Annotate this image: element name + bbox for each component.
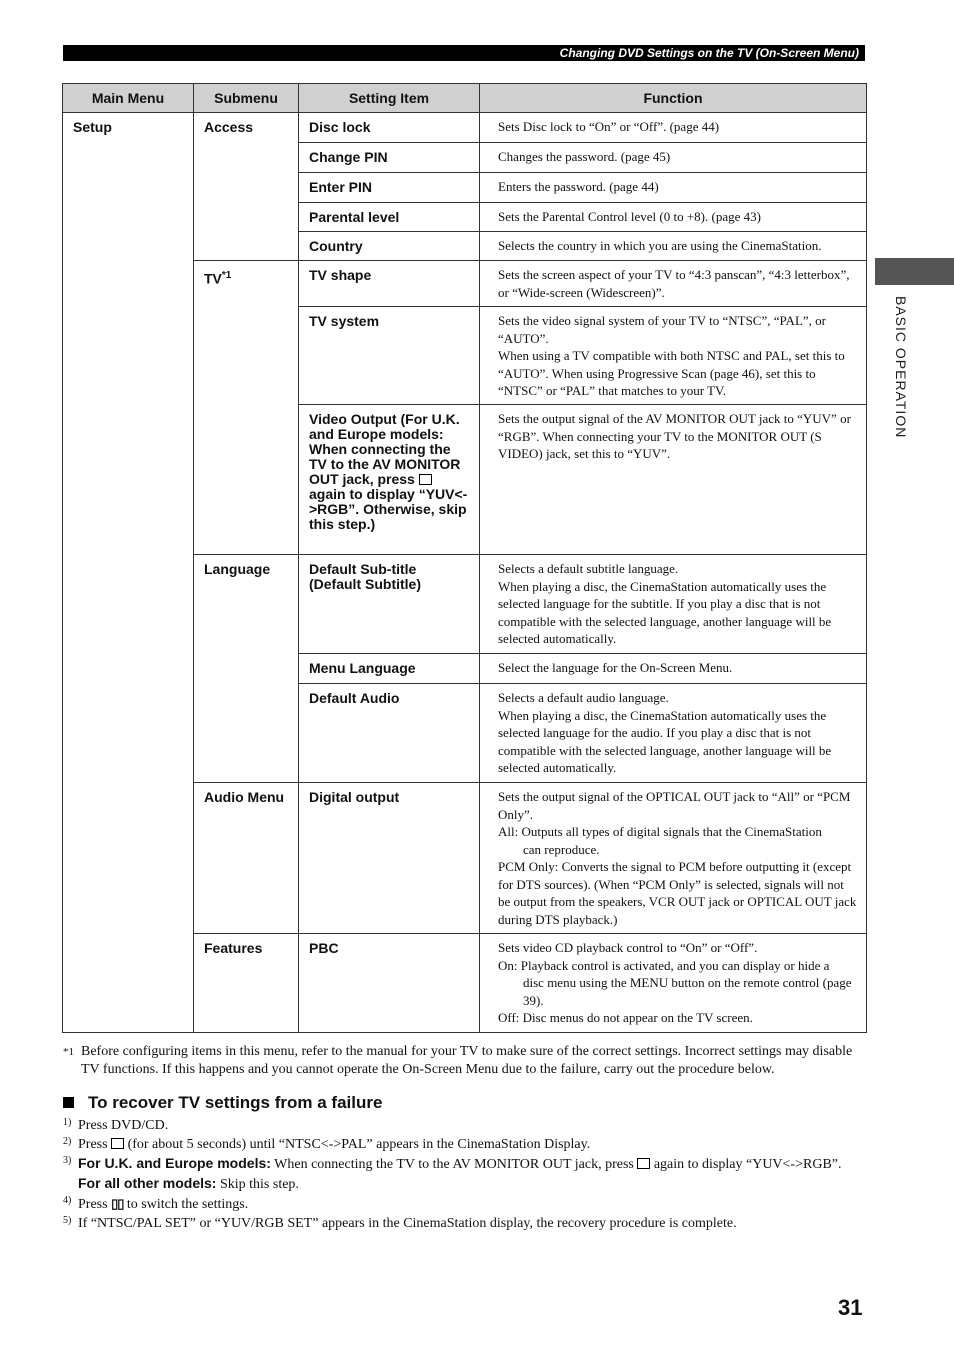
- table-row: [63, 113, 867, 143]
- column-header: Main Menu: [63, 84, 194, 113]
- function-text: Select the language for the On-Screen Menu.: [480, 654, 867, 684]
- play-pause-icon: ▯▯: [111, 1196, 124, 1211]
- step-item: [63, 1135, 863, 1154]
- function-text: [480, 684, 867, 783]
- step-text: (for about 5 seconds) until “NTSC<->PAL” appears in the CinemaStation Display.: [127, 1137, 591, 1152]
- step-text: When connecting the TV to the AV MONITOR OUT jack, press: [274, 1157, 634, 1172]
- setting-item: Enter PIN: [299, 173, 480, 203]
- function-text: [480, 555, 867, 654]
- step-text: If “NTSC/PAL SET” or “YUV/RGB SET” appears in the CinemaStation display, the recovery procedure is complete.: [78, 1216, 737, 1231]
- heading-text: To recover TV settings from a failure: [88, 1093, 383, 1112]
- submenu-language: Language: [194, 555, 299, 783]
- function-line: Sets the output signal of the OPTICAL OUT jack to “All” or “PCM Only”.: [498, 789, 851, 822]
- settings-table: [62, 83, 867, 1033]
- function-text: Sets the output signal of the AV MONITOR OUT jack to “YUV” or “RGB”. When connecting your TV to the MONITOR OUT (S VIDEO) jack, set this to “YUV”.: [480, 405, 867, 555]
- table-footnote: [63, 1043, 863, 1079]
- function-line: All: Outputs all types of digital signals that the CinemaStation: [498, 824, 822, 839]
- submenu-tv-label: TV: [204, 270, 222, 287]
- setting-item: Digital output: [299, 783, 480, 934]
- function-text: Changes the password. (page 45): [480, 143, 867, 173]
- setting-item: Country: [299, 232, 480, 261]
- main-menu-cell: Setup: [63, 113, 194, 1033]
- setting-item-video-output: [299, 405, 480, 555]
- function-line: Sets video CD playback control to “On” or “Off”.: [498, 940, 758, 955]
- function-text: Sets the screen aspect of your TV to “4:3 panscan”, “4:3 letterbox”, or “Wide-screen (Widescreen)”.: [480, 261, 867, 307]
- step-item: [63, 1214, 863, 1233]
- function-line: When playing a disc, the CinemaStation automatically uses the selected language for the subtitle. If you play a disc that is not compatible with the selected language, another language will be selected automatically.: [498, 578, 832, 646]
- function-text: Selects the country in which you are using the CinemaStation.: [480, 232, 867, 261]
- step-number: 4): [63, 1195, 72, 1206]
- stop-button-icon: [637, 1158, 650, 1169]
- footnote-text: Before configuring items in this menu, refer to the manual for your TV to make sure of the correct settings. Incorrect settings may disable TV functions. If this happens and you cannot operate the On-Screen Menu due to the failure, carry out the procedure below.: [81, 1044, 853, 1077]
- step-text: Press: [78, 1197, 108, 1212]
- step-bold: For U.K. and Europe models:: [78, 1155, 271, 1171]
- setting-item-text: Video Output (For U.K. and Europe models: When connecting the TV to the AV MONITOR OUT jack, press: [309, 411, 461, 487]
- footnote-mark: *1: [63, 1046, 74, 1058]
- footnote-ref: *1: [221, 270, 232, 281]
- function-line: On: Playback control is activated, and you can display or hide a: [498, 957, 830, 973]
- step-text: Press: [78, 1137, 108, 1152]
- setting-item: TV shape: [299, 261, 480, 307]
- submenu-access: Access: [194, 113, 299, 261]
- function-text: Sets Disc lock to “On” or “Off”. (page 44): [480, 113, 867, 143]
- stop-button-icon: [111, 1138, 124, 1149]
- step-number: 1): [63, 1117, 72, 1128]
- function-text: [480, 783, 867, 934]
- column-header: Submenu: [194, 84, 299, 113]
- square-bullet-icon: [63, 1097, 74, 1108]
- column-header: Setting Item: [299, 84, 480, 113]
- function-line: When using a TV compatible with both NTSC and PAL, set this to “AUTO”. When using Progressive Scan (page 46), set this to “NTSC” or “PAL” that matches to your TV.: [498, 348, 845, 398]
- submenu-audio: Audio Menu: [194, 783, 299, 934]
- function-line: When playing a disc, the CinemaStation automatically uses the selected language for the audio. If you play a disc that is not compatible with the selected language, another language will be selected automatically.: [498, 707, 832, 775]
- function-text: Enters the password. (page 44): [480, 173, 867, 203]
- recovery-steps: [63, 1116, 863, 1233]
- step-number: 2): [63, 1136, 72, 1147]
- step-item: [63, 1194, 863, 1214]
- submenu-features: Features: [194, 934, 299, 1033]
- function-line: Selects a default subtitle language.: [498, 561, 679, 576]
- setting-item: Parental level: [299, 203, 480, 232]
- section-heading: [63, 1093, 382, 1113]
- step-item: [63, 1154, 863, 1194]
- step-text: to switch the settings.: [126, 1197, 249, 1212]
- setting-item: Default Audio: [299, 684, 480, 783]
- submenu-tv: [194, 261, 299, 555]
- step-text: again to display “YUV<->RGB”.: [653, 1157, 842, 1172]
- stop-button-icon: [419, 474, 432, 485]
- setting-item: PBC: [299, 934, 480, 1033]
- setting-item: Default Sub-title (Default Subtitle): [299, 555, 480, 654]
- step-bold: For all other models:: [78, 1175, 217, 1191]
- section-tab: [875, 258, 954, 285]
- section-label: BASIC OPERATION: [893, 296, 909, 439]
- function-text: [480, 307, 867, 405]
- function-line: Sets the video signal system of your TV to “NTSC”, “PAL”, or “AUTO”.: [498, 313, 826, 346]
- column-header: Function: [480, 84, 867, 113]
- function-line: Selects a default audio language.: [498, 690, 669, 705]
- step-number: 3): [63, 1155, 72, 1166]
- running-header: Changing DVD Settings on the TV (On-Screen Menu): [63, 45, 865, 61]
- step-number: 5): [63, 1215, 72, 1226]
- step-text: Press DVD/CD.: [78, 1118, 169, 1133]
- setting-item: Disc lock: [299, 113, 480, 143]
- setting-item: Change PIN: [299, 143, 480, 173]
- page-number: 31: [838, 1295, 863, 1320]
- setting-item: TV system: [299, 307, 480, 405]
- function-line: Off: Disc menus do not appear on the TV screen.: [498, 1010, 753, 1025]
- step-item: [63, 1116, 863, 1135]
- function-text: Sets the Parental Control level (0 to +8). (page 43): [480, 203, 867, 232]
- setting-item: Menu Language: [299, 654, 480, 684]
- function-line: PCM Only: Converts the signal to PCM before outputting it (except for DTS sources). (When “PCM Only” is selected, signals will not be output from the speakers, VCR OUT jack or OPTICAL OUT jack during DTS playback.): [498, 859, 857, 927]
- function-text: [480, 934, 867, 1033]
- setting-item-text: again to display “YUV<->RGB”. Otherwise, skip this step.): [309, 486, 468, 532]
- table-header-row: [63, 84, 867, 113]
- function-line: disc menu using the MENU button on the remote control (page 39).: [523, 975, 852, 1008]
- step-text: Skip this step.: [219, 1177, 299, 1192]
- function-line: can reproduce.: [523, 841, 600, 857]
